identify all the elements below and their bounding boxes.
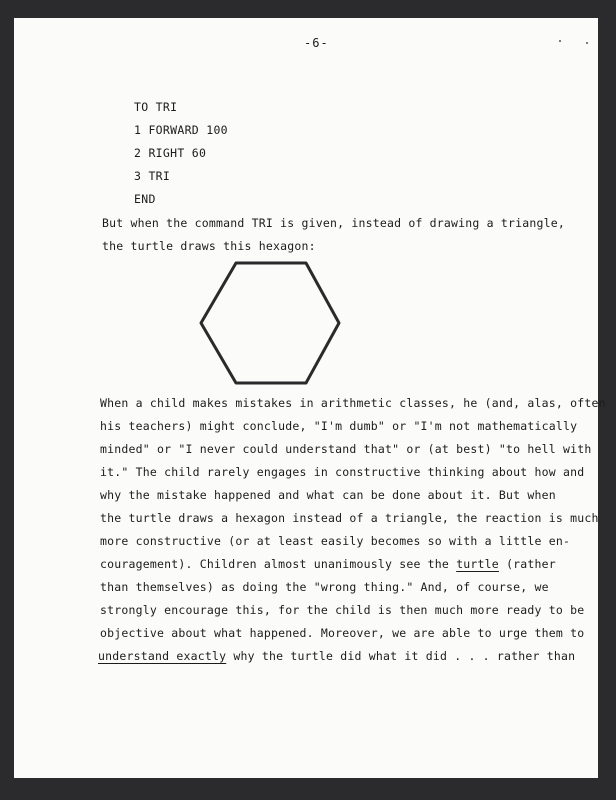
paragraph-line: why the mistake happened and what can be done about it. But when <box>100 488 556 502</box>
paragraph-line: When a child makes mistakes in arithmetic classes, he (and, alas, often <box>100 396 606 410</box>
paragraph-line: his teachers) might conclude, "I'm dumb" or "I'm not mathematically <box>100 419 578 433</box>
underlined-phrase: understand exactly <box>98 649 227 663</box>
document-page <box>14 18 606 778</box>
intro-line: the turtle draws this hexagon: <box>102 239 316 253</box>
intro-line: But when the command TRI is given, instead of drawing a triangle, <box>102 216 566 230</box>
paragraph-line: objective about what happened. Moreover, we are able to urge them to <box>100 626 585 640</box>
underlined-word: turtle <box>456 557 499 571</box>
code-line: 1 FORWARD 100 <box>134 123 228 137</box>
paragraph-text: why the turtle did what it did . . . rather than <box>233 649 576 663</box>
paragraph-line <box>100 557 556 571</box>
paper-speck <box>559 40 561 42</box>
hexagon-figure <box>198 260 342 386</box>
paragraph-line <box>98 649 575 663</box>
paragraph-line: more constructive (or at least easily becomes so with a little en- <box>100 534 571 548</box>
paragraph-line: it." The child rarely engages in constructive thinking about how and <box>100 465 585 479</box>
paragraph-line: than themselves) as doing the "wrong thing." And, of course, we <box>100 580 549 594</box>
paragraph-line: strongly encourage this, for the child is then much more ready to be <box>100 603 585 617</box>
code-line: END <box>134 192 156 206</box>
code-line: 3 TRI <box>134 169 171 183</box>
paragraph-line: the turtle draws a hexagon instead of a triangle, the reaction is much <box>100 511 599 525</box>
paragraph-text: couragement). Children almost unanimously see the <box>100 557 450 571</box>
code-line: 2 RIGHT 60 <box>134 146 207 160</box>
paragraph-text: (rather <box>506 557 556 571</box>
code-line: TO TRI <box>134 100 178 114</box>
page-number: -6- <box>304 36 329 50</box>
paragraph-line: minded" or "I never could understand that" or (at best) "to hell with <box>100 442 592 456</box>
paper-speck <box>586 42 588 44</box>
hexagon-outline <box>201 263 339 383</box>
